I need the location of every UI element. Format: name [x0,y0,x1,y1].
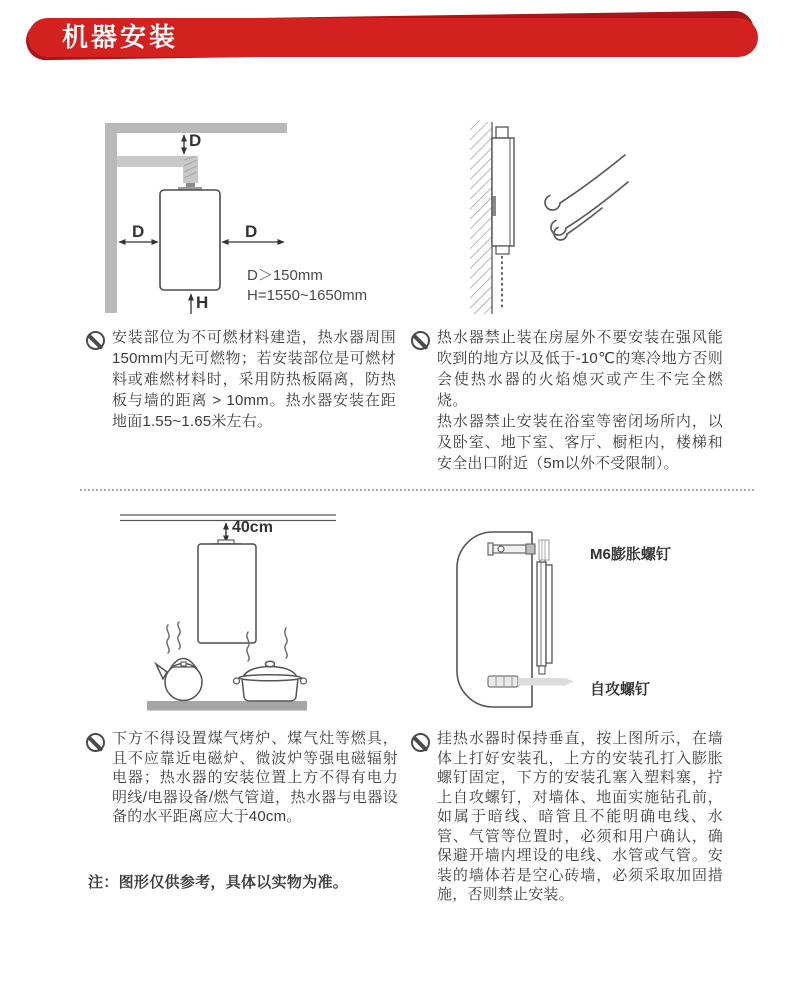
header-banner [28,18,758,57]
prohibition-icon [411,331,430,350]
diagram-stove-clearance [80,503,400,715]
section-divider [80,489,754,491]
kettle [156,659,202,701]
prohibition-icon [411,733,430,752]
wall-hatch [470,122,492,314]
label-h: H [196,293,209,312]
water-heater [160,190,220,290]
wind-icon [545,155,628,240]
outdoor-wind-note-text: 热水器禁止装在房屋外不要安装在强风能吹到的地方以及低于-10℃的寒冷地方否则会使热水器的火焰熄灭或产生不完全燃烧。 [437,329,723,409]
wall-bar [105,123,117,313]
outdoor-wind-note [437,327,723,474]
install-surface-note-text: 安装部位为不可燃材料建造，热水器周围150mm内无可燃物；若安装部位是可燃材料或难燃材料时，采用防热板隔离，防热板与墙的距离 > 10mm。热水器安装在距地面1.55~1.65米左右。 [112,329,396,430]
label-d-left: D [132,222,145,241]
appliance-clearance-note-text: 下方不得设置煤气烤炉、煤气灶等燃具，且不应靠近电磁炉、微波炉等强电磁辐射电器；热水器的安装位置上方不得有电力明线/电器设备/燃气管道，热水器与电器设备的水平距离应大于40cm。 [112,730,398,825]
install-surface-note [112,327,396,432]
prohibition-icon [86,331,105,350]
mounting-rail [537,554,552,674]
mounting-instructions-note [437,729,723,905]
dimension-text-h: H=1550~1650mm [247,287,368,304]
page-title: 机器安装 [62,22,179,52]
water-heater [198,540,256,643]
label-d-right: D [245,222,258,241]
mounting-instructions-note-text: 挂热水器时保持垂直，按上图所示，在墙体上打好安装孔，上方的安装孔打入膨胀螺钉固定，下方的安装孔塞入塑料塞，拧上自攻螺钉，对墙体、地面实施钻孔前，如属于暗线、暗管且不能明确电线、水管、气管等位置时，必须和用户确认，确保避开墙内埋设的电线、水管或气管。安装的墙体若是空心砖墙，必须采取加固措施，否则禁止安装。 [437,730,723,903]
pot [234,661,307,701]
appliance-clearance-note [112,729,398,827]
diagram-wind-warning [450,100,720,318]
enclosed-space-note-text: 热水器禁止安装在浴室等密闭场所内，以及卧室、地下室、客厅、橱柜内，楼梯和安全出口附近（5m以外不受限制）。 [437,413,723,472]
dimension-text-d: D＞150mm [247,267,323,284]
countertop [147,701,307,711]
footer-note: 注：图形仅供参考，具体以实物为准。 [88,874,349,891]
clearance-label: 40cm [232,519,273,536]
expansion-screw-label: M6膨胀螺钉 [590,546,671,563]
label-d-top: D [189,131,202,150]
prohibition-icon [86,733,105,752]
diagram-installation-clearance [80,98,390,320]
tapping-screw-label: 自攻螺钉 [590,681,651,698]
diagram-mounting-screws [450,518,770,718]
exhaust-duct [117,156,202,190]
water-heater-side-view [492,127,514,308]
wind-diagram-graphic [450,100,720,318]
